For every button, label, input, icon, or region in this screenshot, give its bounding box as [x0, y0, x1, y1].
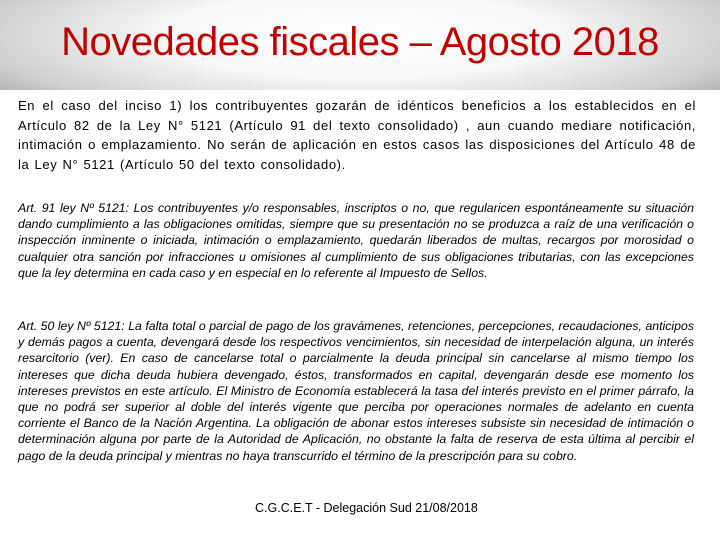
intro-paragraph: En el caso del inciso 1) los contribuyentes gozarán de idénticos beneficios a los establecidos en el Artículo 82 de la Ley N° 5121 (Artículo 91 del texto consolidado) , aun cuando mediare notificación, intimación o emplazamiento. No serán de aplicación en estos casos las disposiciones del Artículo 48 de la Ley N° 5121 (Artículo 50 del texto consolidado).: [18, 98, 696, 172]
page-title: Novedades fiscales – Agosto 2018: [61, 20, 659, 64]
title-banner: [0, 0, 720, 90]
article-91-quote: Art. 91 ley Nº 5121: Los contribuyentes y/o responsables, inscriptos o no, que regularicen espontáneamente su situación dando cumplimiento a las obligaciones omitidas, siempre que su presentación no se produzca a raíz de una verificación o inspección inminente o iniciada, intimación o emplazamiento, quedarán liberados de multas, recargos por morosidad o cualquier otra sanción por infracciones u omisiones al cumplimiento de sus obligaciones tributarias, con las excepciones que la ley determina en cada caso y en especial en lo referente al Impuesto de Sellos.: [18, 201, 694, 280]
article-50-quote: Art. 50 ley Nº 5121: La falta total o parcial de pago de los gravámenes, retenciones, percepciones, recaudaciones, anticipos y demás pagos a cuenta, devengará desde los respectivos vencimientos, sin necesidad de interpelación alguna, un interés resarcitorio (ver). En caso de cancelarse total o parcialmente la deuda principal sin cancelarse al mismo tiempo los intereses que dicha deuda hubiera devengado, éstos, transformados en capital, devengarán desde ese momento los intereses previstos en este artículo. El Ministro de Economía establecerá la tasa del interés previsto en el primer párrafo, la que no podrá ser superior al doble del interés vigente que perciba por operaciones normales de adelanto en cuenta corriente el Banco de la Nación Argentina. La obligación de abonar estos intereses subsiste sin necesidad de intimación o determinación alguna por parte de la Autoridad de Aplicación, no obstante la falta de reserva de esta última al percibir el pago de la deuda principal y mientras no haya transcurrido el término de la prescripción para su cobro.: [18, 319, 694, 463]
footer-credit: C.G.C.E.T - Delegación Sud 21/08/2018: [255, 501, 478, 515]
